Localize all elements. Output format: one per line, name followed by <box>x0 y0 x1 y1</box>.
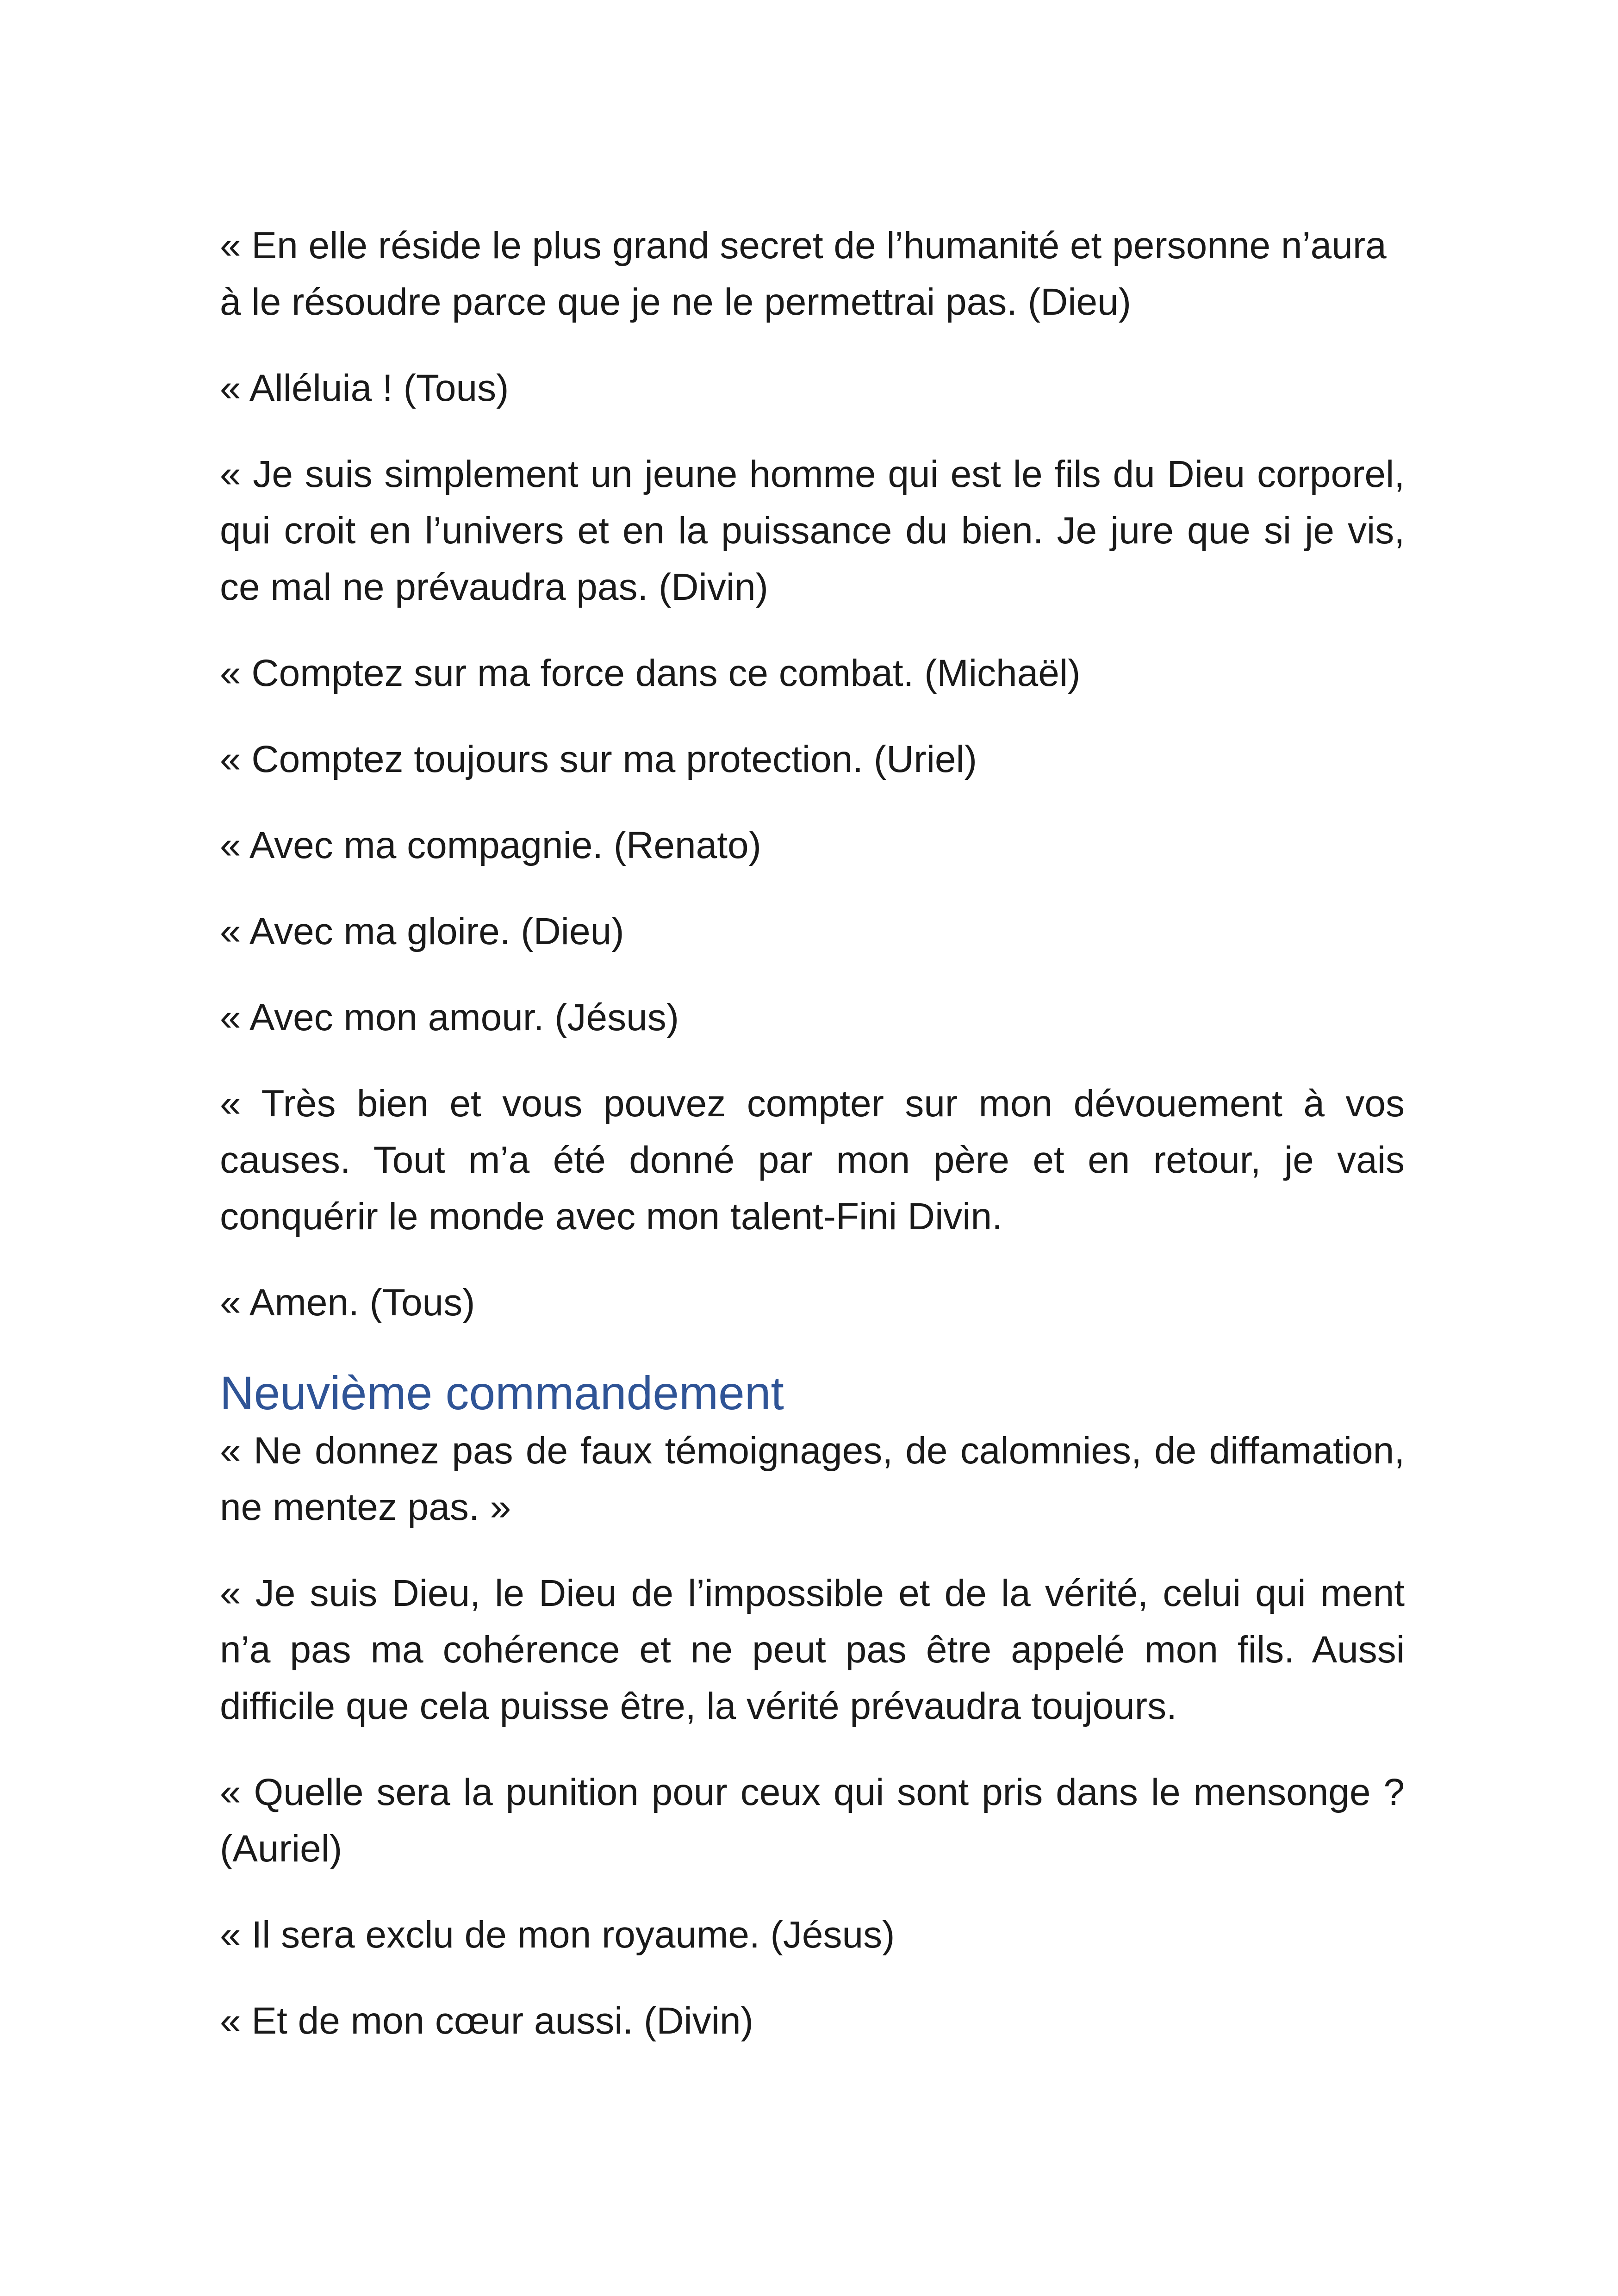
paragraph-1: « En elle réside le plus grand secret de l’humanité et personne n’aura à le résoudre parce que je ne le permettrai pas. (Dieu) <box>220 224 1387 323</box>
section-heading: Neuvième commandement <box>220 1367 784 1419</box>
paragraph-3: « Je suis simplement un jeune homme qui est le fils du Dieu corporel, qui croit en l’univers et en la puissance du bien. Je jure que si je vis, ce mal ne prévaudra pas. (Divin) <box>220 453 1405 608</box>
paragraph-8: « Avec mon amour. (Jésus) <box>220 996 679 1039</box>
paragraph-9: « Très bien et vous pouvez compter sur mon dévouement à vos causes. Tout m’a été donné par mon père et en retour, je vais conquérir le monde avec mon talent-Fini Divin. <box>220 1083 1405 1238</box>
paragraph-12: « Je suis Dieu, le Dieu de l’impossible et de la vérité, celui qui ment n’a pas ma cohérence et ne peut pas être appelé mon fils. Aussi difficile que cela puisse être, la vérité prévaudra toujours. <box>220 1572 1405 1727</box>
document-page <box>220 218 1405 2079</box>
paragraph-5: « Comptez toujours sur ma protection. (Uriel) <box>220 738 977 780</box>
paragraph-2: « Alléluia ! (Tous) <box>220 367 509 409</box>
paragraph-11: « Ne donnez pas de faux témoignages, de calomnies, de diffamation, ne mentez pas. » <box>220 1430 1405 1528</box>
paragraph-13: « Quelle sera la punition pour ceux qui sont pris dans le mensonge ? (Auriel) <box>220 1771 1405 1870</box>
paragraph-6: « Avec ma compagnie. (Renato) <box>220 824 761 866</box>
paragraph-7: « Avec ma gloire. (Dieu) <box>220 910 624 952</box>
paragraph-15: « Et de mon cœur aussi. (Divin) <box>220 2000 753 2042</box>
paragraph-10: « Amen. (Tous) <box>220 1282 475 1324</box>
paragraph-4: « Comptez sur ma force dans ce combat. (Michaël) <box>220 652 1081 694</box>
paragraph-14: « Il sera exclu de mon royaume. (Jésus) <box>220 1914 895 1956</box>
